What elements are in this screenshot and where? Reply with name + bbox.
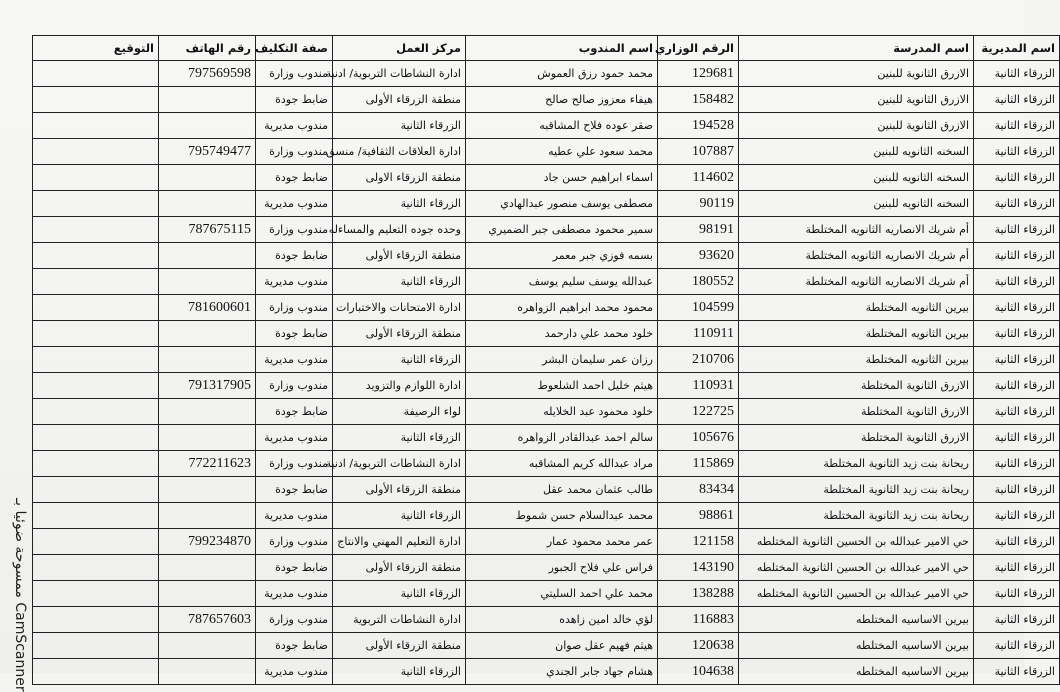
cell-work-center: ادارة اللوازم والتزويد bbox=[333, 373, 466, 399]
cell-assignment-role: ضابط جودة bbox=[256, 555, 333, 581]
cell-signature bbox=[33, 477, 159, 503]
table-row bbox=[33, 321, 1060, 347]
cell-signature bbox=[33, 451, 159, 477]
cell-directorate: الزرقاء الثانية bbox=[974, 399, 1060, 425]
cell-signature bbox=[33, 555, 159, 581]
cell-signature bbox=[33, 61, 159, 87]
cell-school: الازرق الثانوية للبنين bbox=[739, 61, 974, 87]
cell-ministry-id: 110931 bbox=[658, 373, 739, 399]
cell-assignment-role: مندوب مديرية bbox=[256, 269, 333, 295]
cell-directorate: الزرقاء الثانية bbox=[974, 295, 1060, 321]
cell-signature bbox=[33, 269, 159, 295]
cell-assignment-role: ضابط جودة bbox=[256, 399, 333, 425]
cell-school: حي الامير عبدالله بن الحسين الثانوية المختلطه bbox=[739, 581, 974, 607]
table-row bbox=[33, 217, 1060, 243]
cell-directorate: الزرقاء الثانية bbox=[974, 451, 1060, 477]
cell-work-center: منطقة الزرقاء الأولى bbox=[333, 633, 466, 659]
cell-directorate: الزرقاء الثانية bbox=[974, 425, 1060, 451]
cell-work-center: منطقة الزرقاء الاولى bbox=[333, 165, 466, 191]
cell-assignment-role: ضابط جودة bbox=[256, 321, 333, 347]
cell-ministry-id: 129681 bbox=[658, 61, 739, 87]
cell-work-center: الزرقاء الثانية bbox=[333, 191, 466, 217]
cell-phone bbox=[159, 633, 256, 659]
cell-delegate-name: محمود محمد ابراهيم الزواهره bbox=[466, 295, 658, 321]
cell-directorate: الزرقاء الثانية bbox=[974, 165, 1060, 191]
cell-phone: 797569598 bbox=[159, 61, 256, 87]
cell-school: السخنه الثانويه للبنين bbox=[739, 191, 974, 217]
cell-assignment-role: مندوب مديرية bbox=[256, 113, 333, 139]
cell-signature bbox=[33, 425, 159, 451]
cell-phone: 787675115 bbox=[159, 217, 256, 243]
cell-work-center: الزرقاء الثانية bbox=[333, 503, 466, 529]
cell-directorate: الزرقاء الثانية bbox=[974, 503, 1060, 529]
cell-signature bbox=[33, 581, 159, 607]
cell-work-center: ادارة الامتحانات والاختبارات bbox=[333, 295, 466, 321]
cell-signature bbox=[33, 607, 159, 633]
cell-ministry-id: 115869 bbox=[658, 451, 739, 477]
cell-assignment-role: ضابط جودة bbox=[256, 87, 333, 113]
cell-signature bbox=[33, 321, 159, 347]
table-row bbox=[33, 633, 1060, 659]
table-row bbox=[33, 87, 1060, 113]
cell-assignment-role: ضابط جودة bbox=[256, 477, 333, 503]
cell-delegate-name: سالم احمد عبدالقادر الزواهره bbox=[466, 425, 658, 451]
cell-delegate-name: رزان عمر سليمان البشر bbox=[466, 347, 658, 373]
cell-school: أم شريك الانصاريه الثانويه المختلطة bbox=[739, 269, 974, 295]
cell-school: الازرق الثانوية المختلطة bbox=[739, 425, 974, 451]
cell-phone bbox=[159, 191, 256, 217]
cell-phone bbox=[159, 555, 256, 581]
cell-directorate: الزرقاء الثانية bbox=[974, 633, 1060, 659]
cell-school: بيرين الثانويه المختلطة bbox=[739, 295, 974, 321]
header-signature: التوقيع bbox=[33, 36, 159, 61]
cell-work-center: منطقة الزرقاء الأولى bbox=[333, 243, 466, 269]
cell-delegate-name: محمد سعود علي عطيه bbox=[466, 139, 658, 165]
cell-work-center: منطقة الزرقاء الأولى bbox=[333, 477, 466, 503]
cell-work-center: الزرقاء الثانية bbox=[333, 581, 466, 607]
cell-directorate: الزرقاء الثانية bbox=[974, 269, 1060, 295]
cell-work-center: منطقة الزرقاء الأولى bbox=[333, 87, 466, 113]
cell-school: السخنه الثانويه للبنين bbox=[739, 139, 974, 165]
cell-assignment-role: مندوب مديرية bbox=[256, 425, 333, 451]
table-row bbox=[33, 113, 1060, 139]
cell-directorate: الزرقاء الثانية bbox=[974, 191, 1060, 217]
cell-ministry-id: 90119 bbox=[658, 191, 739, 217]
cell-delegate-name: خلود محمود عبد الخلايله bbox=[466, 399, 658, 425]
cell-signature bbox=[33, 503, 159, 529]
camscanner-watermark: ممسوحة ضوئيا بـ CamScanner bbox=[12, 498, 28, 692]
table-row bbox=[33, 659, 1060, 685]
cell-assignment-role: ضابط جودة bbox=[256, 243, 333, 269]
cell-signature bbox=[33, 217, 159, 243]
cell-delegate-name: صقر عوده فلاح المشاقبه bbox=[466, 113, 658, 139]
cell-phone bbox=[159, 399, 256, 425]
cell-directorate: الزرقاء الثانية bbox=[974, 87, 1060, 113]
cell-ministry-id: 120638 bbox=[658, 633, 739, 659]
cell-delegate-name: سمير محمود مصطفى جبر الضميري bbox=[466, 217, 658, 243]
cell-phone bbox=[159, 165, 256, 191]
cell-delegate-name: هيثم خليل احمد الشلعوط bbox=[466, 373, 658, 399]
table-row bbox=[33, 295, 1060, 321]
cell-ministry-id: 122725 bbox=[658, 399, 739, 425]
cell-ministry-id: 138288 bbox=[658, 581, 739, 607]
cell-ministry-id: 143190 bbox=[658, 555, 739, 581]
table-row bbox=[33, 61, 1060, 87]
cell-assignment-role: ضابط جودة bbox=[256, 165, 333, 191]
cell-ministry-id: 93620 bbox=[658, 243, 739, 269]
cell-phone bbox=[159, 87, 256, 113]
cell-phone: 772211623 bbox=[159, 451, 256, 477]
cell-assignment-role: مندوب مديرية bbox=[256, 581, 333, 607]
cell-phone bbox=[159, 243, 256, 269]
cell-directorate: الزرقاء الثانية bbox=[974, 607, 1060, 633]
cell-directorate: الزرقاء الثانية bbox=[974, 347, 1060, 373]
cell-phone bbox=[159, 321, 256, 347]
cell-school: حي الامير عبدالله بن الحسين الثانوية المختلطه bbox=[739, 555, 974, 581]
cell-work-center: وحده جوده التعليم والمساءله bbox=[333, 217, 466, 243]
cell-school: الازرق الثانوية للبنين bbox=[739, 87, 974, 113]
cell-phone: 791317905 bbox=[159, 373, 256, 399]
cell-work-center: ادارة العلاقات الثقافية/ منسق bbox=[333, 139, 466, 165]
cell-school: حي الامير عبدالله بن الحسين الثانوية المختلطه bbox=[739, 529, 974, 555]
cell-phone bbox=[159, 659, 256, 685]
table-row bbox=[33, 581, 1060, 607]
cell-ministry-id: 194528 bbox=[658, 113, 739, 139]
cell-work-center: ادارة التعليم المهني والانتاج bbox=[333, 529, 466, 555]
cell-directorate: الزرقاء الثانية bbox=[974, 139, 1060, 165]
cell-phone: 787657603 bbox=[159, 607, 256, 633]
cell-assignment-role: مندوب مديرية bbox=[256, 503, 333, 529]
cell-ministry-id: 180552 bbox=[658, 269, 739, 295]
cell-ministry-id: 107887 bbox=[658, 139, 739, 165]
cell-assignment-role: مندوب وزارة bbox=[256, 139, 333, 165]
cell-work-center: ادارة النشاطات التربوية/ ادنية bbox=[333, 61, 466, 87]
cell-directorate: الزرقاء الثانية bbox=[974, 61, 1060, 87]
cell-phone bbox=[159, 269, 256, 295]
cell-phone: 799234870 bbox=[159, 529, 256, 555]
cell-directorate: الزرقاء الثانية bbox=[974, 373, 1060, 399]
cell-delegate-name: محمد عبدالسلام حسن شموط bbox=[466, 503, 658, 529]
cell-delegate-name: خلود محمد علي دارحمد bbox=[466, 321, 658, 347]
cell-assignment-role: مندوب وزارة bbox=[256, 295, 333, 321]
cell-directorate: الزرقاء الثانية bbox=[974, 555, 1060, 581]
cell-work-center: لواء الرصيفة bbox=[333, 399, 466, 425]
cell-ministry-id: 98861 bbox=[658, 503, 739, 529]
cell-work-center: الزرقاء الثانية bbox=[333, 347, 466, 373]
cell-directorate: الزرقاء الثانية bbox=[974, 243, 1060, 269]
cell-delegate-name: مصطفى يوسف منصور عبدالهادي bbox=[466, 191, 658, 217]
table-row bbox=[33, 451, 1060, 477]
table-row bbox=[33, 165, 1060, 191]
cell-signature bbox=[33, 347, 159, 373]
cell-work-center: الزرقاء الثانية bbox=[333, 425, 466, 451]
table-row bbox=[33, 139, 1060, 165]
cell-assignment-role: مندوب وزارة bbox=[256, 373, 333, 399]
cell-school: الازرق الثانوية للبنين bbox=[739, 113, 974, 139]
cell-ministry-id: 114602 bbox=[658, 165, 739, 191]
cell-assignment-role: ضابط جودة bbox=[256, 633, 333, 659]
header-assignment-role: صفة التكليف bbox=[256, 36, 333, 61]
cell-phone bbox=[159, 425, 256, 451]
cell-work-center: الزرقاء الثانية bbox=[333, 659, 466, 685]
cell-assignment-role: مندوب وزارة bbox=[256, 451, 333, 477]
cell-delegate-name: عمر محمد محمود عمار bbox=[466, 529, 658, 555]
cell-delegate-name: هيثم فهيم عقل صوان bbox=[466, 633, 658, 659]
cell-assignment-role: مندوب وزارة bbox=[256, 217, 333, 243]
cell-school: السخنه الثانويه للبنين bbox=[739, 165, 974, 191]
cell-work-center: الزرقاء الثانية bbox=[333, 269, 466, 295]
cell-assignment-role: مندوب مديرية bbox=[256, 347, 333, 373]
cell-assignment-role: مندوب مديرية bbox=[256, 659, 333, 685]
cell-school: بيرين الاساسيه المختلطه bbox=[739, 633, 974, 659]
cell-assignment-role: مندوب وزارة bbox=[256, 529, 333, 555]
cell-signature bbox=[33, 139, 159, 165]
cell-signature bbox=[33, 295, 159, 321]
table-row bbox=[33, 269, 1060, 295]
cell-ministry-id: 104638 bbox=[658, 659, 739, 685]
cell-directorate: الزرقاء الثانية bbox=[974, 529, 1060, 555]
cell-phone: 781600601 bbox=[159, 295, 256, 321]
table-row bbox=[33, 399, 1060, 425]
cell-delegate-name: اسماء ابراهيم حسن جاد bbox=[466, 165, 658, 191]
header-work-center: مركز العمل bbox=[333, 36, 466, 61]
cell-delegate-name: مراد عبدالله كريم المشاقبه bbox=[466, 451, 658, 477]
table-row bbox=[33, 373, 1060, 399]
cell-signature bbox=[33, 191, 159, 217]
cell-ministry-id: 98191 bbox=[658, 217, 739, 243]
cell-assignment-role: مندوب وزارة bbox=[256, 61, 333, 87]
table-row bbox=[33, 555, 1060, 581]
cell-ministry-id: 210706 bbox=[658, 347, 739, 373]
cell-directorate: الزرقاء الثانية bbox=[974, 581, 1060, 607]
table-row bbox=[33, 347, 1060, 373]
cell-delegate-name: طالب عثمان محمد عقل bbox=[466, 477, 658, 503]
cell-delegate-name: محمد علي احمد السليتي bbox=[466, 581, 658, 607]
cell-delegate-name: محمد حمود رزق العموش bbox=[466, 61, 658, 87]
cell-signature bbox=[33, 87, 159, 113]
table-row bbox=[33, 243, 1060, 269]
cell-school: بيرين الاساسيه المختلطه bbox=[739, 607, 974, 633]
cell-signature bbox=[33, 529, 159, 555]
header-phone: رقم الهاتف bbox=[159, 36, 256, 61]
header-ministry-id: الرقم الوزاري bbox=[658, 36, 739, 61]
cell-directorate: الزرقاء الثانية bbox=[974, 659, 1060, 685]
cell-signature bbox=[33, 633, 159, 659]
cell-directorate: الزرقاء الثانية bbox=[974, 217, 1060, 243]
cell-delegate-name: لؤي خالد امين زاهده bbox=[466, 607, 658, 633]
cell-school: بيرين الاساسيه المختلطه bbox=[739, 659, 974, 685]
table-row bbox=[33, 425, 1060, 451]
header-delegate-name: اسم المندوب bbox=[466, 36, 658, 61]
cell-school: بيرين الثانويه المختلطة bbox=[739, 347, 974, 373]
cell-signature bbox=[33, 373, 159, 399]
table-row bbox=[33, 191, 1060, 217]
cell-school: ريحانة بنت زيد الثانوية المختلطة bbox=[739, 451, 974, 477]
cell-ministry-id: 121158 bbox=[658, 529, 739, 555]
cell-delegate-name: هشام جهاد جابر الجندي bbox=[466, 659, 658, 685]
cell-phone bbox=[159, 113, 256, 139]
cell-school: الازرق الثانوية المختلطة bbox=[739, 399, 974, 425]
cell-school: أم شريك الانصاريه الثانويه المختلطة bbox=[739, 243, 974, 269]
cell-ministry-id: 116883 bbox=[658, 607, 739, 633]
cell-work-center: منطقة الزرقاء الأولى bbox=[333, 555, 466, 581]
table-body bbox=[33, 61, 1060, 685]
cell-ministry-id: 83434 bbox=[658, 477, 739, 503]
cell-work-center: الزرقاء الثانية bbox=[333, 113, 466, 139]
cell-signature bbox=[33, 243, 159, 269]
cell-school: أم شريك الانصاريه الثانويه المختلطة bbox=[739, 217, 974, 243]
cell-directorate: الزرقاء الثانية bbox=[974, 321, 1060, 347]
cell-directorate: الزرقاء الثانية bbox=[974, 113, 1060, 139]
cell-work-center: منطقة الزرقاء الأولى bbox=[333, 321, 466, 347]
cell-school: الازرق الثانوية المختلطة bbox=[739, 373, 974, 399]
cell-ministry-id: 105676 bbox=[658, 425, 739, 451]
cell-work-center: ادارة النشاطات التربوية bbox=[333, 607, 466, 633]
cell-phone bbox=[159, 477, 256, 503]
cell-delegate-name: فراس علي فلاح الجبور bbox=[466, 555, 658, 581]
table-row bbox=[33, 529, 1060, 555]
table-row bbox=[33, 477, 1060, 503]
cell-signature bbox=[33, 113, 159, 139]
cell-delegate-name: بسمه فوزي جبر معمر bbox=[466, 243, 658, 269]
cell-assignment-role: مندوب وزارة bbox=[256, 607, 333, 633]
cell-school: بيرين الثانويه المختلطة bbox=[739, 321, 974, 347]
table-header-row bbox=[33, 36, 1060, 61]
header-school: اسم المدرسة bbox=[739, 36, 974, 61]
cell-directorate: الزرقاء الثانية bbox=[974, 477, 1060, 503]
delegates-table bbox=[32, 35, 1060, 685]
cell-phone bbox=[159, 347, 256, 373]
cell-school: ريحانة بنت زيد الثانوية المختلطة bbox=[739, 477, 974, 503]
cell-assignment-role: مندوب مديرية bbox=[256, 191, 333, 217]
cell-phone bbox=[159, 503, 256, 529]
cell-signature bbox=[33, 659, 159, 685]
cell-delegate-name: هيفاء معزوز صالح صالح bbox=[466, 87, 658, 113]
table-row bbox=[33, 607, 1060, 633]
header-directorate: اسم المديرية bbox=[974, 36, 1060, 61]
cell-phone: 795749477 bbox=[159, 139, 256, 165]
cell-work-center: ادارة النشاطات التربوية/ ادنية bbox=[333, 451, 466, 477]
table-row bbox=[33, 503, 1060, 529]
cell-signature bbox=[33, 165, 159, 191]
cell-ministry-id: 110911 bbox=[658, 321, 739, 347]
cell-ministry-id: 104599 bbox=[658, 295, 739, 321]
cell-school: ريحانة بنت زيد الثانوية المختلطة bbox=[739, 503, 974, 529]
cell-delegate-name: عبدالله يوسف سليم يوسف bbox=[466, 269, 658, 295]
cell-phone bbox=[159, 581, 256, 607]
cell-ministry-id: 158482 bbox=[658, 87, 739, 113]
cell-signature bbox=[33, 399, 159, 425]
